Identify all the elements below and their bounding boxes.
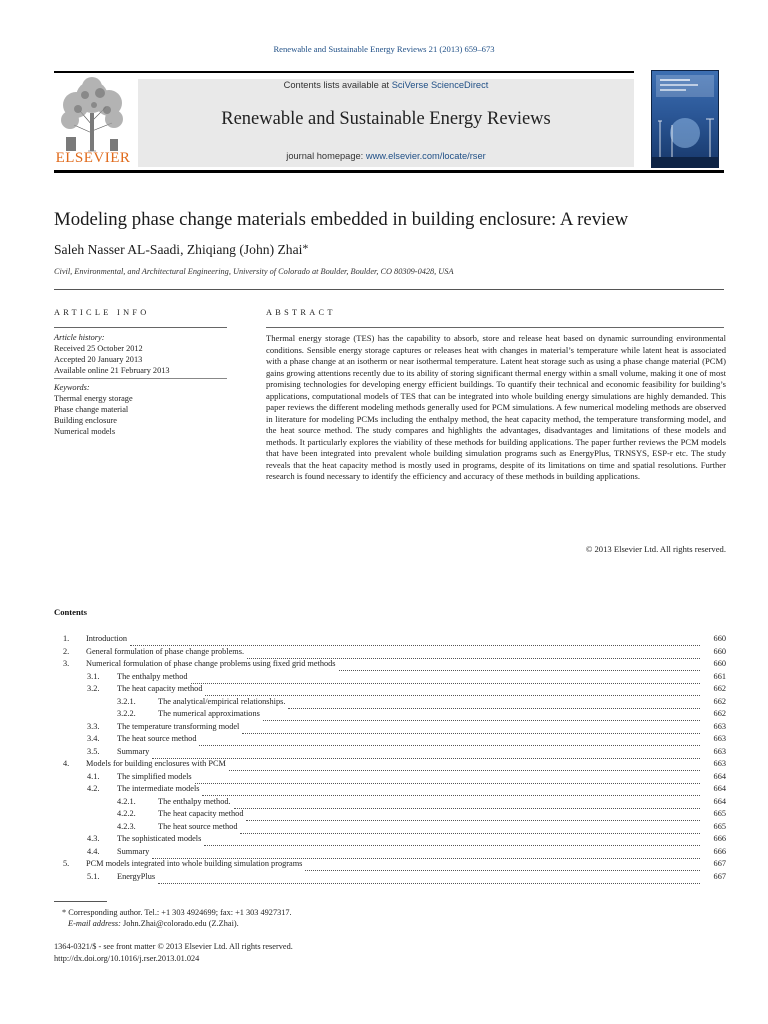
toc-leader-dots <box>199 734 700 746</box>
toc-entry-title[interactable]: The enthalpy method. <box>158 796 231 806</box>
toc-entry-title[interactable]: The heat source method <box>158 821 238 831</box>
toc-leader-dots <box>152 847 700 859</box>
toc-entry[interactable] <box>0 672 768 685</box>
toc-leader-dots <box>191 672 700 684</box>
toc-leader-dots <box>305 859 700 871</box>
toc-entry-number: 1. <box>63 634 70 643</box>
email-label: E-mail address: <box>68 919 121 928</box>
toc-entry-number: 2. <box>63 646 70 656</box>
toc-entry-number: 4.2. <box>87 784 100 793</box>
keywords-label: Keywords: <box>54 383 90 392</box>
footnote-rule <box>54 901 107 902</box>
toc-entry[interactable] <box>0 822 768 835</box>
toc-entry-page: 663 <box>713 746 726 756</box>
toc-entry-number: 4.1. <box>87 771 100 781</box>
toc-entry-number: 3.4. <box>87 734 100 743</box>
toc-entry-title[interactable]: The intermediate models <box>117 784 200 793</box>
article-info-rule <box>54 327 227 328</box>
toc-entry-title[interactable]: The sophisticated models <box>117 834 202 843</box>
toc-entry-number: 5.1. <box>87 871 100 881</box>
toc-entry-page: 663 <box>713 721 726 731</box>
homepage-link[interactable]: www.elsevier.com/locate/rser <box>365 151 486 161</box>
toc-leader-dots <box>242 722 700 734</box>
toc-entry-title[interactable]: General formulation of phase change problems. <box>86 646 245 656</box>
toc-leader-dots <box>246 809 700 821</box>
toc-entry[interactable] <box>0 759 768 772</box>
toc-entry[interactable] <box>0 659 768 672</box>
toc-entry-number: 3. <box>63 659 70 668</box>
toc-entry-number: 4.2.1. <box>117 796 136 806</box>
toc-entry-page: 662 <box>713 684 726 693</box>
toc-entry[interactable] <box>0 784 768 797</box>
toc-entry-page: 664 <box>713 784 726 793</box>
toc-entry-page: 660 <box>713 659 726 668</box>
journal-homepage-line <box>138 151 634 161</box>
journal-title: Renewable and Sustainable Energy Reviews <box>221 109 551 129</box>
abstract-rule <box>266 327 724 328</box>
toc-entry-title[interactable]: Numerical formulation of phase change problems using fixed grid methods <box>86 659 336 668</box>
toc-entry-title[interactable]: Models for building enclosures with PCM <box>86 759 226 768</box>
toc-entry[interactable] <box>0 734 768 747</box>
homepage-prefix: journal homepage: <box>286 151 366 161</box>
toc-entry-page: 660 <box>713 634 726 643</box>
keyword-item: Building enclosure <box>54 416 117 425</box>
toc-entry-number: 4.2.2. <box>117 809 136 818</box>
toc-entry-page: 662 <box>713 709 726 718</box>
toc-entry-page: 665 <box>713 821 726 831</box>
toc-leader-dots <box>205 684 700 696</box>
toc-entry[interactable] <box>0 722 768 735</box>
toc-entry[interactable] <box>0 859 768 872</box>
keyword-item: Thermal energy storage <box>54 394 133 403</box>
toc-entry-title[interactable]: EnergyPlus <box>117 871 156 881</box>
toc-leader-dots <box>288 697 700 709</box>
toc-entry-title[interactable]: Introduction <box>86 634 128 643</box>
toc-leader-dots <box>195 772 700 784</box>
contents-heading: Contents <box>54 607 87 617</box>
toc-entry[interactable] <box>0 697 768 710</box>
toc-entry-page: 661 <box>713 671 726 681</box>
toc-entry-page: 663 <box>713 759 726 768</box>
keyword-item: Phase change material <box>54 405 129 414</box>
email-address[interactable]: John.Zhai@colorado.edu (Z.Zhai). <box>120 919 239 928</box>
issn-line: 1364-0321/$ - see front matter © 2013 Elsevier Ltd. All rights reserved. <box>54 942 293 951</box>
contents-available-line <box>138 80 634 90</box>
toc-entry-number: 4.2.3. <box>117 821 136 831</box>
toc-entry-page: 662 <box>713 696 726 706</box>
doi-link[interactable]: http://dx.doi.org/10.1016/j.rser.2013.01.024 <box>54 954 200 963</box>
section-divider <box>54 289 724 290</box>
article-info-heading: ARTICLE INFO <box>54 308 150 317</box>
header-top-rule <box>54 71 634 73</box>
author-list <box>54 241 308 258</box>
toc-leader-dots <box>204 834 700 846</box>
journal-reference[interactable]: Renewable and Sustainable Energy Reviews 21 (2013) 659–673 <box>273 44 495 54</box>
toc-entry-title[interactable]: PCM models integrated into whole building simulation programs <box>86 859 303 868</box>
corresponding-author-mark[interactable]: * <box>302 241 309 255</box>
toc-entry-number: 4.3. <box>87 834 100 843</box>
toc-entry-number: 4.4. <box>87 846 100 856</box>
toc-entry[interactable] <box>0 747 768 760</box>
publisher-logo-text: ELSEVIER <box>55 150 131 166</box>
toc-leader-dots <box>240 822 700 834</box>
toc-entry-number: 3.2.2. <box>117 709 136 718</box>
toc-leader-dots <box>234 797 700 809</box>
toc-entry[interactable] <box>0 684 768 697</box>
toc-entry-title[interactable]: The enthalpy method <box>117 671 188 681</box>
toc-entry-title[interactable]: The heat capacity method <box>158 809 244 818</box>
toc-entry[interactable] <box>0 797 768 810</box>
abstract-text: Thermal energy storage (TES) has the capability to absorb, store and release heat based on dynamic surrounding environmental conditions. Sensible energy storage captures or releases heat with changes in material’s temperature while latent heat is associated with a phase change at an isotherm or near isothermal temperature. Latent heat storage such as using a phase change material (PCM) gains growing attentions recently due to its ability of storing significant thermal energy within a small volume, making it one of most promising technologies for developing energy efficient buildings. To quantify their technical and economic feasibility for building’s applications, computational models of TES that can be integrated into whole building energy simulations are highly demanded. This paper reviews the different modeling methods generally used for PCM simulations. A few numerical modeling methods are observed in literature for modeling PCMs including the enthalpy method, the heat capacity method, the temperature transforming model, and the heat source method. The study compares and highlights the advantages, disadvantages and limitations of these models and methods. It particularly explores the viability of these methods for building applications. The paper further reviews the PCM models that have been integrated into prevalent whole building simulation programs such as EnergyPlus, TRNSYS, ESP-r etc. The study reveals that the heat capacity method is mostly used in programs, despite of its limitations on time and spatial resolutions. Further research is found necessary to identify the efficiency and accuracy of these methods in building applications. <box>266 333 726 482</box>
toc-entry-title[interactable]: The heat capacity method <box>117 684 203 693</box>
toc-leader-dots <box>247 647 700 659</box>
abstract-copyright: © 2013 Elsevier Ltd. All rights reserved. <box>585 544 726 554</box>
toc-entry[interactable] <box>0 647 768 660</box>
toc-entry-title[interactable]: Summary <box>117 746 150 756</box>
toc-entry-number: 4. <box>63 759 70 768</box>
toc-entry-number: 3.5. <box>87 746 100 756</box>
toc-entry-number: 3.1. <box>87 671 100 681</box>
abstract-heading: ABSTRACT <box>266 308 336 317</box>
contents-prefix: Contents lists available at <box>283 80 392 90</box>
journal-cover-image <box>651 70 719 168</box>
toc-leader-dots <box>130 634 700 646</box>
toc-entry[interactable] <box>0 809 768 822</box>
toc-entry-number: 5. <box>63 859 70 868</box>
corresponding-author-note: * Corresponding author. Tel.: +1 303 4924699; fax: +1 303 4927317. <box>62 908 292 917</box>
toc-entry-title[interactable]: Summary <box>117 846 150 856</box>
toc-entry-title[interactable]: The heat source method <box>117 734 197 743</box>
toc-entry-page: 665 <box>713 809 726 818</box>
author-names[interactable]: Saleh Nasser AL-Saadi, Zhiqiang (John) Zhai <box>54 242 303 257</box>
history-received: Received 25 October 2012 <box>54 344 143 353</box>
article-history-label: Article history: <box>54 333 105 342</box>
toc-entry-page: 666 <box>713 846 726 856</box>
toc-entry[interactable] <box>0 709 768 722</box>
toc-entry[interactable] <box>0 847 768 860</box>
toc-entry-number: 3.2.1. <box>117 696 136 706</box>
toc-leader-dots <box>229 759 700 771</box>
author-affiliation: Civil, Environmental, and Architectural Engineering, University of Colorado at Boulder, Boulder, CO 80309-0428, USA <box>54 267 454 276</box>
toc-entry-page: 664 <box>713 771 726 781</box>
paper-title: Modeling phase change materials embedded in building enclosure: A review <box>54 209 629 230</box>
email-note <box>68 918 239 929</box>
keyword-item: Numerical models <box>54 427 116 436</box>
toc-entry-title[interactable]: The temperature transforming model <box>117 721 240 731</box>
toc-entry-page: 663 <box>713 734 726 743</box>
toc-entry-page: 666 <box>713 834 726 843</box>
toc-entry-number: 3.2. <box>87 684 100 693</box>
toc-leader-dots <box>202 784 700 796</box>
toc-leader-dots <box>152 747 700 759</box>
toc-entry[interactable] <box>0 872 768 885</box>
history-online: Available online 21 February 2013 <box>54 366 170 375</box>
toc-entry-number: 3.3. <box>87 721 100 731</box>
toc-entry-page: 667 <box>713 859 726 868</box>
header-bottom-rule <box>54 170 724 173</box>
toc-entry-page: 664 <box>713 796 726 806</box>
toc-entry[interactable] <box>0 772 768 785</box>
toc-entry-title[interactable]: The analytical/empirical relationships. <box>158 696 286 706</box>
toc-entry[interactable] <box>0 834 768 847</box>
history-accepted: Accepted 20 January 2013 <box>54 355 143 364</box>
toc-entry[interactable] <box>0 634 768 647</box>
toc-leader-dots <box>158 872 700 884</box>
toc-entry-page: 667 <box>713 871 726 881</box>
toc-entry-title[interactable]: The simplified models <box>117 771 192 781</box>
article-info-separator <box>54 378 227 379</box>
sciencedirect-link[interactable]: SciVerse ScienceDirect <box>391 80 489 90</box>
toc-entry-page: 660 <box>713 646 726 656</box>
toc-leader-dots <box>263 709 700 721</box>
elsevier-tree-logo-icon <box>52 75 132 153</box>
toc-leader-dots <box>339 659 700 671</box>
toc-entry-title[interactable]: The numerical approximations <box>158 709 260 718</box>
